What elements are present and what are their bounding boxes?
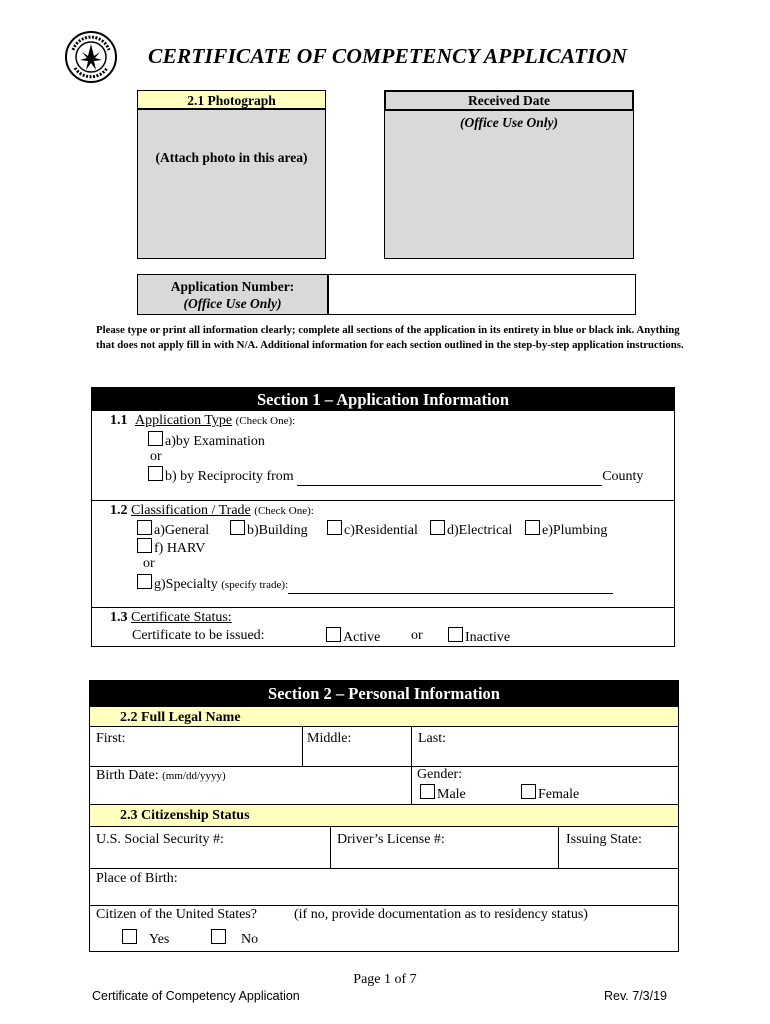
residential-label: c)Residential bbox=[344, 523, 418, 538]
electrical-label: d)Electrical bbox=[447, 523, 513, 538]
application-number-label bbox=[137, 274, 328, 315]
no-label: No bbox=[241, 932, 259, 947]
general-label: a)General bbox=[154, 523, 210, 538]
option-female[interactable] bbox=[521, 784, 579, 803]
examination-label: a)by Examination bbox=[165, 434, 265, 449]
general-checkbox[interactable] bbox=[137, 520, 152, 535]
application-type-row bbox=[110, 413, 295, 429]
option-no[interactable] bbox=[211, 929, 258, 948]
footer-revision: Rev. 7/3/19 bbox=[604, 989, 668, 1003]
divider bbox=[330, 827, 331, 868]
issuing-state-label: Issuing State: bbox=[566, 832, 642, 847]
electrical-checkbox[interactable] bbox=[430, 520, 445, 535]
section-2-title: Section 2 – Personal Information bbox=[89, 680, 679, 706]
active-checkbox[interactable] bbox=[326, 627, 341, 642]
certificate-status-number: 1.3 bbox=[110, 610, 128, 625]
instructions-text: Please type or print all information clearly; complete all sections of the application in its entirety in blue or black ink. Anything that does not apply fill in with N/A. Additional information for each section outlined in the step-by-step application instructions. bbox=[96, 324, 684, 351]
plumbing-checkbox[interactable] bbox=[525, 520, 540, 535]
application-type-label: Application Type bbox=[135, 413, 233, 428]
harv-checkbox[interactable] bbox=[137, 538, 152, 553]
option-building[interactable] bbox=[230, 520, 308, 539]
citizenship-band: 2.3 Citizenship Status bbox=[90, 804, 678, 827]
option-male[interactable] bbox=[420, 784, 466, 803]
middle-name-field[interactable] bbox=[304, 748, 409, 765]
section-1-title: Section 1 – Application Information bbox=[91, 387, 675, 411]
certificate-status-row bbox=[110, 610, 232, 626]
reciprocity-checkbox[interactable] bbox=[148, 466, 163, 481]
issuing-state-field[interactable] bbox=[560, 849, 675, 866]
gender-label: Gender: bbox=[417, 767, 463, 782]
birth-date-hint: (mm/dd/yyyy) bbox=[162, 770, 226, 782]
divider bbox=[90, 766, 678, 767]
place-of-birth-label: Place of Birth: bbox=[96, 871, 178, 886]
inactive-checkbox[interactable] bbox=[448, 627, 463, 642]
application-number-note: (Office Use Only) bbox=[183, 296, 282, 311]
application-type-number: 1.1 bbox=[110, 413, 128, 428]
full-legal-name-band: 2.2 Full Legal Name bbox=[90, 706, 678, 727]
option-yes[interactable] bbox=[122, 929, 169, 948]
divider bbox=[91, 500, 675, 501]
building-checkbox[interactable] bbox=[230, 520, 245, 535]
first-name-label: First: bbox=[96, 731, 126, 746]
specialty-checkbox[interactable] bbox=[137, 574, 152, 589]
received-date-note: (Office Use Only) bbox=[460, 115, 558, 130]
application-number-title: Application Number: bbox=[170, 279, 295, 294]
female-checkbox[interactable] bbox=[521, 784, 536, 799]
specialty-label: g)Specialty bbox=[154, 577, 218, 592]
page-number: Page 1 of 7 bbox=[353, 972, 417, 987]
ssn-field[interactable] bbox=[92, 849, 328, 866]
option-electrical[interactable] bbox=[430, 520, 512, 539]
citizen-question: Citizen of the United States? bbox=[96, 907, 257, 922]
harv-label: f) HARV bbox=[154, 541, 206, 556]
option-specialty[interactable] bbox=[137, 574, 613, 594]
divider bbox=[411, 727, 412, 766]
place-of-birth-field[interactable] bbox=[92, 887, 675, 904]
building-label: b)Building bbox=[247, 523, 308, 538]
classification-or: or bbox=[143, 556, 155, 571]
option-general[interactable] bbox=[137, 520, 209, 539]
citizen-note: (if no, provide documentation as to residency status) bbox=[294, 907, 588, 922]
photo-label: 2.1 Photograph bbox=[137, 90, 326, 109]
specialty-trade-field[interactable] bbox=[288, 577, 613, 594]
divider bbox=[90, 905, 678, 906]
reciprocity-county-field[interactable] bbox=[297, 469, 602, 486]
photo-instruction: (Attach photo in this area) bbox=[155, 150, 308, 165]
active-label: Active bbox=[343, 630, 381, 645]
last-name-label: Last: bbox=[418, 731, 446, 746]
inactive-label: Inactive bbox=[465, 630, 511, 645]
residential-checkbox[interactable] bbox=[327, 520, 342, 535]
birth-date-text: Birth Date: bbox=[96, 768, 159, 783]
last-name-field[interactable] bbox=[413, 748, 675, 765]
certificate-status-label: Certificate Status: bbox=[131, 610, 232, 625]
classification-label: Classification / Trade bbox=[131, 503, 251, 518]
option-examination[interactable] bbox=[148, 431, 265, 450]
first-name-field[interactable] bbox=[92, 748, 300, 765]
no-checkbox[interactable] bbox=[211, 929, 226, 944]
specialty-hint: (specify trade): bbox=[221, 579, 289, 591]
received-date-label: Received Date bbox=[384, 90, 634, 111]
option-reciprocity[interactable] bbox=[148, 466, 643, 486]
male-label: Male bbox=[437, 787, 466, 802]
birth-date-label bbox=[96, 768, 226, 784]
divider bbox=[558, 827, 559, 868]
examination-checkbox[interactable] bbox=[148, 431, 163, 446]
option-active[interactable] bbox=[326, 627, 380, 646]
drivers-license-label: Driver’s License #: bbox=[337, 832, 445, 847]
birth-date-field[interactable] bbox=[92, 785, 409, 802]
divider bbox=[302, 727, 303, 766]
status-or: or bbox=[411, 628, 423, 643]
reciprocity-label: b) by Reciprocity from bbox=[165, 469, 294, 484]
middle-name-label: Middle: bbox=[307, 731, 352, 746]
option-harv[interactable] bbox=[137, 538, 205, 557]
classification-number: 1.2 bbox=[110, 503, 128, 518]
page-title: CERTIFICATE OF COMPETENCY APPLICATION bbox=[148, 44, 627, 68]
yes-label: Yes bbox=[149, 932, 170, 947]
male-checkbox[interactable] bbox=[420, 784, 435, 799]
county-seal-icon bbox=[64, 30, 118, 84]
option-residential[interactable] bbox=[327, 520, 418, 539]
county-label: County bbox=[602, 469, 644, 484]
photo-area[interactable] bbox=[137, 109, 326, 259]
female-label: Female bbox=[538, 787, 580, 802]
divider bbox=[411, 766, 412, 804]
application-type-or: or bbox=[150, 449, 162, 464]
ssn-label: U.S. Social Security #: bbox=[96, 832, 224, 847]
divider bbox=[91, 607, 675, 608]
classification-row bbox=[110, 503, 314, 519]
yes-checkbox[interactable] bbox=[122, 929, 137, 944]
option-inactive[interactable] bbox=[448, 627, 510, 646]
footer-form-name: Certificate of Competency Application bbox=[92, 989, 300, 1003]
drivers-license-field[interactable] bbox=[332, 849, 556, 866]
classification-hint: (Check One): bbox=[254, 505, 314, 517]
certificate-prompt: Certificate to be issued: bbox=[132, 628, 265, 643]
application-number-field[interactable] bbox=[328, 274, 636, 315]
application-type-hint: (Check One): bbox=[235, 415, 296, 427]
plumbing-label: e)Plumbing bbox=[542, 523, 608, 538]
divider bbox=[90, 868, 678, 869]
option-plumbing[interactable] bbox=[525, 520, 607, 539]
